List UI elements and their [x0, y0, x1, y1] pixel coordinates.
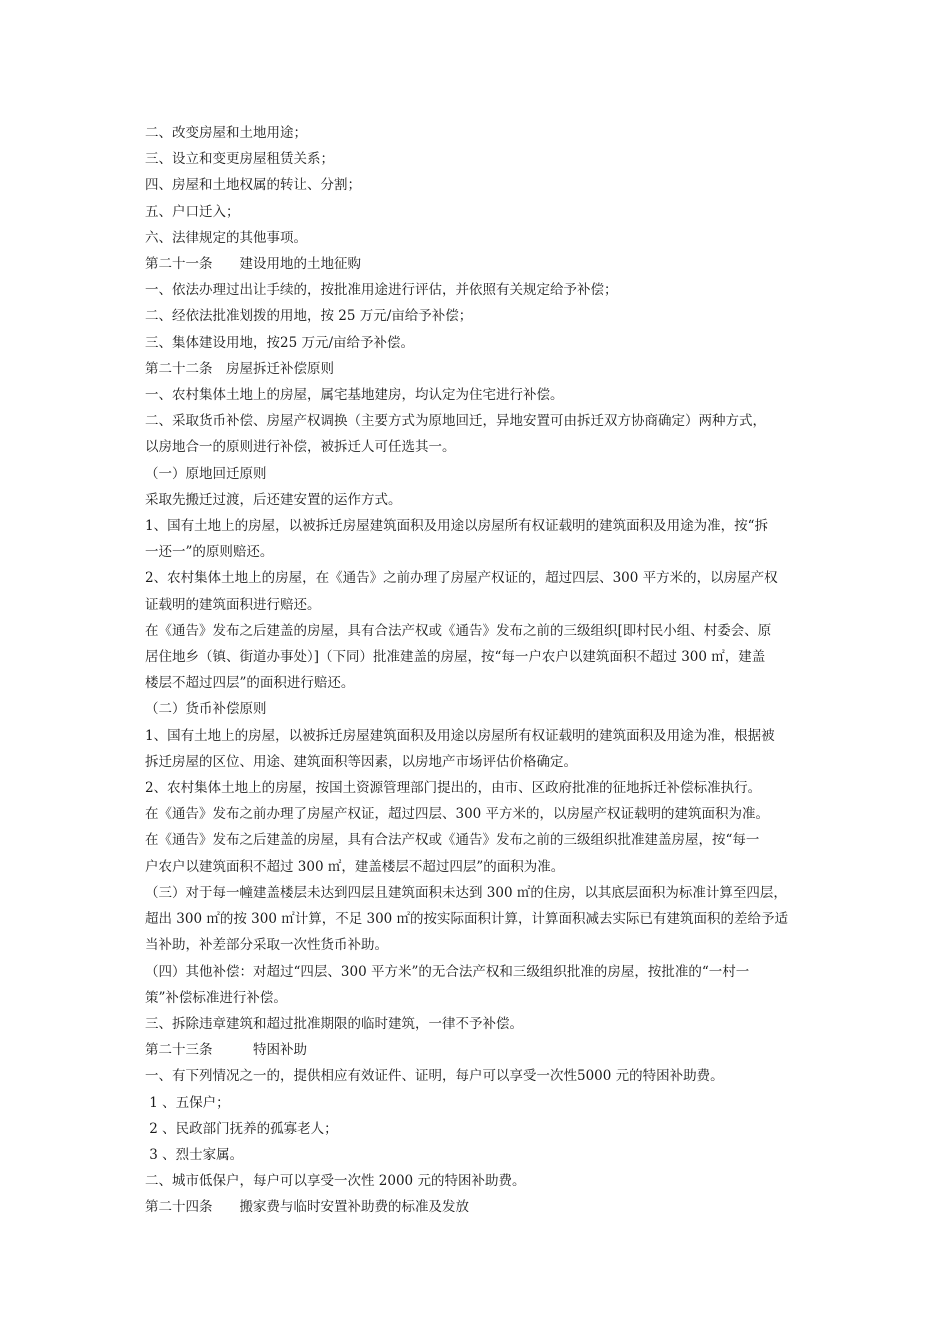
- document-page: [145, 120, 813, 1221]
- text-line: 采取先搬迁过渡，后还建安置的运作方式。: [145, 491, 402, 508]
- text-line: 四、房屋和土地权属的转让、分割；: [145, 177, 361, 194]
- text-line: 一、依法办理过出让手续的，按批准用途进行评估，并依照有关规定给予补偿；: [145, 282, 618, 299]
- article-heading: 第二十三条 特困补助: [145, 1042, 307, 1059]
- text-line: 2、农村集体土地上的房屋，按国土资源管理部门提出的，由市、区政府批准的征地拆迁补偿标准执行。: [145, 780, 762, 797]
- text-line: 在《通告》发布之前办理了房屋产权证，超过四层、300 平方米的，以房屋产权证载明的建筑面积为准。: [145, 806, 770, 823]
- text-line: 二、经依法批准划拨的用地，按 25 万元/亩给予补偿；: [145, 308, 473, 325]
- text-line: 一、农村集体土地上的房屋，属宅基地建房，均认定为住宅进行补偿。: [145, 387, 564, 404]
- text-line: 一还一”的原则赔还。: [145, 544, 274, 561]
- text-line: 三、设立和变更房屋租赁关系；: [145, 151, 334, 168]
- text-line: 六、法律规定的其他事项。: [145, 229, 307, 246]
- text-line: 在《通告》发布之后建盖的房屋，具有合法产权或《通告》发布之前的三级组织批准建盖房屋，按“每一: [145, 832, 760, 849]
- text-line: 证载明的建筑面积进行赔还。: [145, 596, 321, 613]
- text-line: 二、改变房屋和土地用途；: [145, 125, 307, 141]
- text-line: 策”补偿标准进行补偿。: [145, 989, 287, 1006]
- text-line: 1、国有土地上的房屋，以被拆迁房屋建筑面积及用途以房屋所有权证载明的建筑面积及用途为准，根据被: [145, 727, 775, 744]
- text-line: （三）对于每一幢建盖楼层未达到四层且建筑面积未达到 300 ㎡的住房，以其底层面积为标准计算至四层，: [145, 884, 787, 901]
- text-line: 三、拆除违章建筑和超过批准期限的临时建筑，一律不予补偿。: [145, 1015, 523, 1032]
- section-heading: （二）货币补偿原则: [145, 701, 267, 718]
- text-line: 1、国有土地上的房屋，以被拆迁房屋建筑面积及用途以房屋所有权证载明的建筑面积及用途为准，按“拆: [145, 518, 768, 535]
- text-line: 以房地合一的原则进行补偿，被拆迁人可任选其一。: [145, 439, 456, 456]
- text-line: 一、有下列情况之一的，提供相应有效证件、证明，每户可以享受一次性5000 元的特困补助费。: [145, 1068, 724, 1085]
- text-line: 超出 300 ㎡的按 300 ㎡计算，不足 300 ㎡的按实际面积计算，计算面积减去实际已有建筑面积的差给予适: [145, 911, 789, 928]
- text-line: 五、户口迁入；: [145, 203, 240, 220]
- article-heading: 第二十二条 房屋拆迁补偿原则: [145, 360, 334, 377]
- text-line: 当补助，补差部分采取一次性货币补助。: [145, 937, 388, 954]
- text-line: 1 、五保户；: [145, 1094, 230, 1111]
- text-line: 3 、烈士家属。: [145, 1146, 244, 1163]
- section-heading: （一）原地回迁原则: [145, 465, 267, 482]
- text-line: 2、农村集体土地上的房屋，在《通告》之前办理了房屋产权证的，超过四层、300 平方米的，以房屋产权: [145, 570, 778, 587]
- text-line: 户农户以建筑面积不超过 300 ㎡，建盖楼层不超过四层”的面积为准。: [145, 858, 565, 875]
- text-line: 居住地乡（镇、街道办事处）]（下同）批准建盖的房屋，按“每一户农户以建筑面积不超过 300 ㎡，建盖: [145, 649, 766, 666]
- text-line: 在《通告》发布之后建盖的房屋，具有合法产权或《通告》发布之前的三级组织[即村民小组、村委会、原: [145, 622, 772, 639]
- text-line: 二、城市低保户，每户可以享受一次性 2000 元的特困补助费。: [145, 1173, 526, 1190]
- article-heading: 第二十四条 搬家费与临时安置补助费的标准及发放: [145, 1199, 469, 1216]
- text-line: 楼层不超过四层”的面积进行赔还。: [145, 675, 355, 692]
- text-line: 拆迁房屋的区位、用途、建筑面积等因素，以房地产市场评估价格确定。: [145, 753, 577, 770]
- text-line: 三、集体建设用地，按25 万元/亩给予补偿。: [145, 334, 415, 351]
- text-line: 2 、民政部门抚养的孤寡老人；: [145, 1120, 338, 1137]
- text-line: 二、采取货币补偿、房屋产权调换（主要方式为原地回迁，异地安置可由拆迁双方协商确定）两种方式，: [145, 413, 766, 430]
- article-heading: 第二十一条 建设用地的土地征购: [145, 256, 361, 273]
- text-line: （四）其他补偿：对超过“四层、300 平方米”的无合法产权和三级组织批准的房屋，按批准的“一村一: [145, 963, 750, 980]
